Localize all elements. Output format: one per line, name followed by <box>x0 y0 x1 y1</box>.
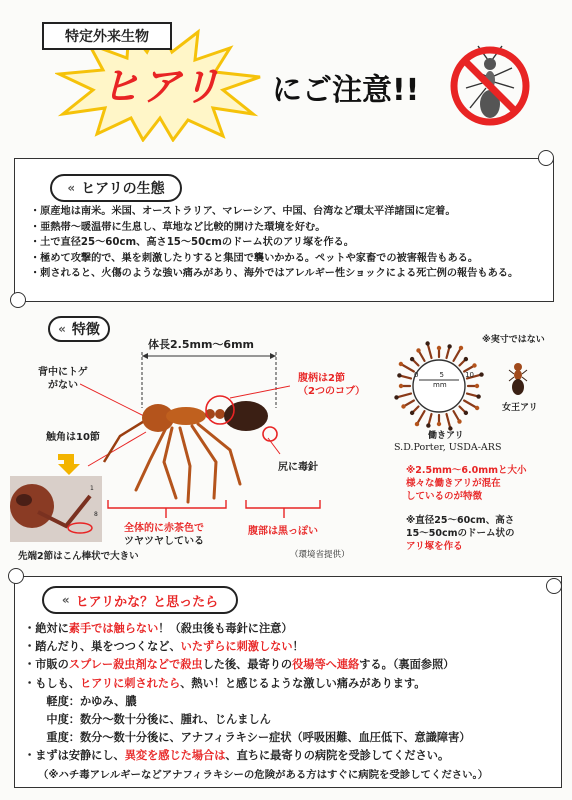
ant-head-photo <box>10 476 102 542</box>
footnote: （※ハチ毒アレルギーなどアナフィラキシーの危険がある方はすぐに病院を受診してください。） <box>38 768 489 781</box>
scroll-curl <box>546 578 562 594</box>
list-item: ・原産地は南米。米国、オーストラリア、マレーシア、中国、台湾など環太平洋諸国に定着。 <box>30 206 456 217</box>
worker-label: 働きアリ <box>428 431 464 441</box>
symptom-severe: 重度：数分～数十分後に、アナフィラキシー症状（呼吸困難、血圧低下、意識障害） <box>24 731 471 745</box>
worker-ant <box>410 357 419 366</box>
chevron-left-icon: « <box>61 593 70 607</box>
worker-ant <box>401 401 414 409</box>
list-item: ・亜熱帯～暖温帯に生息し、草地など比較的開けた環境を好む。 <box>30 221 326 233</box>
worker-ant <box>416 348 424 361</box>
worker-ant <box>394 394 411 400</box>
worker-ant <box>468 384 479 388</box>
queen-ant-icon <box>508 362 528 396</box>
queen-label: 女王アリ <box>502 403 538 413</box>
ecology-list <box>30 204 555 282</box>
worker-ant <box>415 411 425 426</box>
category-badge: 特定外来生物 <box>42 22 172 50</box>
list-item: ・刺されると、火傷のような強い痛みがあり、海外ではアレルギー性ショックによる死亡例の報告もある。 <box>30 268 519 280</box>
env-credit: （環境省提供） <box>290 550 350 560</box>
chevron-left-icon: « <box>67 181 76 195</box>
symptom-mild: 軽度：かゆみ、膿 <box>24 694 137 708</box>
petiole-label: 腹柄は2節 （2つのコブ） <box>298 373 366 397</box>
worker-ant <box>399 362 414 372</box>
worker-ant <box>410 407 419 416</box>
list-item: ・まずは安静にし、異変を感じた場合は、直ちに最寄りの病院を受診してください。 <box>24 749 450 763</box>
worker-note: ※2.5mm～6.0mmと大小 様々な働きアリが混在 しているのが特徴 <box>406 465 527 502</box>
no-ant-icon <box>448 42 532 126</box>
list-item: ・極めて攻撃的で、巣を刺激したりすると集団で襲いかかる。ペットや家畜での被害報告もある。 <box>30 252 479 264</box>
worker-ant <box>437 346 441 357</box>
scale-unit: mm <box>433 381 447 389</box>
worker-ant <box>426 414 431 428</box>
scale-ticks: 0 5 10 <box>414 371 474 379</box>
action-heading: « ヒアリかな？と思ったら <box>42 586 238 614</box>
scroll-curl <box>538 150 554 166</box>
scroll-curl <box>10 292 26 308</box>
worker-ant <box>397 373 411 378</box>
worker-ant <box>460 407 469 416</box>
list-item: ・踏んだり、巣をつつくなど、いたずらに刺激しない！ <box>24 640 304 654</box>
color-bracket <box>106 498 326 520</box>
caution-text: にご注意!! <box>272 73 420 108</box>
color-label: 全体的に赤茶色で ツヤツヤしている <box>124 523 204 547</box>
list-item: ・絶対に素手では触らない！（殺虫後も毒針に注意） <box>24 622 293 635</box>
symptom-moderate: 中度：数分～数十分後に、腫れ、じんましん <box>24 713 271 727</box>
ecology-heading: « ヒアリの生態 <box>50 174 182 202</box>
stinger-label: 尻に毒針 <box>278 462 318 473</box>
worker-ant <box>467 394 481 399</box>
svg-text:8: 8 <box>94 511 98 518</box>
worker-ant <box>447 344 452 358</box>
worker-ant <box>437 415 441 426</box>
svg-text:1: 1 <box>90 485 94 492</box>
scroll-curl <box>8 568 24 584</box>
worker-ant <box>425 341 431 358</box>
action-list <box>24 620 564 784</box>
list-item: ・もしも、ヒアリに刺されたら、熱い！と感じるような激しい痛みがあります。 <box>24 676 426 690</box>
features-heading: « 特徴 <box>48 316 110 342</box>
anthill-note: ※直径25～60cm、高さ 15～50cmのドーム状の アリ塚を作る <box>406 515 515 552</box>
body-length-label: 体長2.5mm～6mm <box>148 338 254 351</box>
abdomen-label: 腹部は黒っぽい <box>248 526 318 537</box>
worker-ant <box>464 401 479 411</box>
worker-ant <box>460 357 469 366</box>
yellow-arrow-icon <box>56 450 82 476</box>
list-item: ・市販のスプレー殺虫剤などで殺虫した後、最寄りの役場等へ連絡する。（裏面参照） <box>24 658 455 672</box>
worker-ant <box>399 384 410 388</box>
chevron-left-icon: « <box>58 322 66 336</box>
page-title: ヒアリ <box>100 64 222 110</box>
photo-credit: S.D.Porter, USDA-ARS <box>394 442 502 453</box>
worker-ant <box>454 346 464 361</box>
worker-ant <box>454 411 462 424</box>
club-label: 先端2節はこん棒状で大きい <box>18 551 139 562</box>
list-item: ・土で直径25～60cm、高さ15～50cmのドーム状のアリ塚を作る。 <box>30 237 354 249</box>
not-actual-note: ※実寸ではない <box>482 335 545 345</box>
antenna-label: 触角は10節 <box>46 432 100 443</box>
no-spine-label: 背中にトゲ がない <box>38 367 88 391</box>
